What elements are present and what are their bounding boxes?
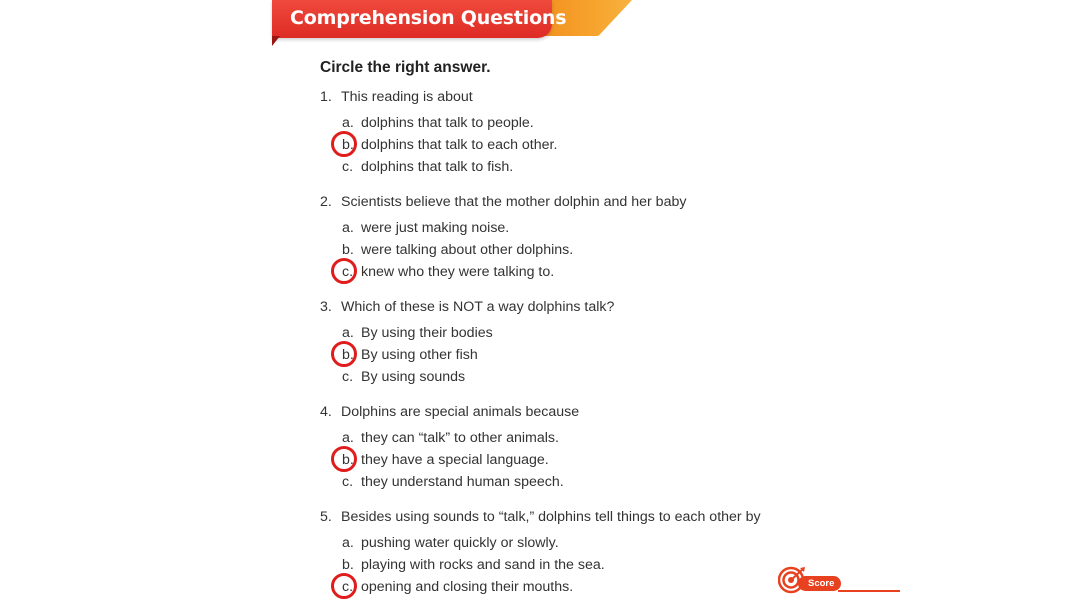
q2-option-a[interactable] xyxy=(342,220,509,236)
question-number: 2. xyxy=(320,194,332,210)
q4-option-c[interactable] xyxy=(342,474,564,490)
q5-answer-circle xyxy=(331,573,357,599)
question-4 xyxy=(320,404,579,420)
question-text: Scientists believe that the mother dolphin and her baby xyxy=(341,194,687,210)
header-banner-fold xyxy=(272,36,280,46)
option-text: they have a special language. xyxy=(361,452,549,468)
q3-answer-circle xyxy=(331,341,357,367)
option-text: they can “talk” to other animals. xyxy=(361,430,559,446)
option-letter: c. xyxy=(342,159,354,175)
q5-option-b[interactable] xyxy=(342,557,605,573)
option-text: knew who they were talking to. xyxy=(361,264,555,280)
question-number: 4. xyxy=(320,404,332,420)
option-letter: b. xyxy=(342,557,354,573)
option-text: were talking about other dolphins. xyxy=(361,242,574,258)
option-text: dolphins that talk to each other. xyxy=(361,137,558,153)
option-letter: c. xyxy=(342,369,354,385)
q2-answer-circle xyxy=(331,258,357,284)
question-number: 1. xyxy=(320,89,332,105)
option-letter: b. xyxy=(342,347,354,363)
q5-option-a[interactable] xyxy=(342,535,559,551)
option-text: playing with rocks and sand in the sea. xyxy=(361,557,605,573)
q3-option-c[interactable] xyxy=(342,369,465,385)
q1-option-c[interactable] xyxy=(342,159,513,175)
option-text: opening and closing their mouths. xyxy=(361,579,574,595)
option-letter: b. xyxy=(342,137,354,153)
option-letter: a. xyxy=(342,115,354,131)
question-number: 3. xyxy=(320,299,332,315)
option-letter: a. xyxy=(342,325,354,341)
score-label: Score xyxy=(798,576,841,591)
option-letter: b. xyxy=(342,242,354,258)
q5-option-c[interactable] xyxy=(342,579,573,595)
option-text: dolphins that talk to people. xyxy=(361,115,534,131)
option-text: they understand human speech. xyxy=(361,474,564,490)
option-letter: b. xyxy=(342,452,354,468)
question-1 xyxy=(320,89,473,105)
question-text: Which of these is NOT a way dolphins talk? xyxy=(341,299,615,315)
question-text: Dolphins are special animals because xyxy=(341,404,580,420)
option-text: By using other fish xyxy=(361,347,478,363)
option-letter: a. xyxy=(342,535,354,551)
question-text: This reading is about xyxy=(341,89,473,105)
option-text: dolphins that talk to fish. xyxy=(361,159,514,175)
q1-option-b[interactable] xyxy=(342,137,557,153)
option-text: pushing water quickly or slowly. xyxy=(361,535,559,551)
question-3 xyxy=(320,299,614,315)
q4-option-b[interactable] xyxy=(342,452,549,468)
option-letter: a. xyxy=(342,430,354,446)
question-number: 5. xyxy=(320,509,332,525)
option-letter: a. xyxy=(342,220,354,236)
q4-answer-circle xyxy=(331,446,357,472)
option-text: By using sounds xyxy=(361,369,466,385)
option-letter: c. xyxy=(342,474,354,490)
q3-option-a[interactable] xyxy=(342,325,493,341)
q4-option-a[interactable] xyxy=(342,430,559,446)
question-text: Besides using sounds to “talk,” dolphins tell things to each other by xyxy=(341,509,761,525)
q2-option-c[interactable] xyxy=(342,264,554,280)
q3-option-b[interactable] xyxy=(342,347,478,363)
option-letter: c. xyxy=(342,264,354,280)
q1-option-a[interactable] xyxy=(342,115,534,131)
q1-answer-circle xyxy=(331,131,357,157)
option-text: By using their bodies xyxy=(361,325,493,341)
option-letter: c. xyxy=(342,579,354,595)
score-blank-line[interactable] xyxy=(838,590,900,592)
question-5 xyxy=(320,509,761,525)
instruction-text: Circle the right answer. xyxy=(320,59,491,76)
page-title: Comprehension Questions xyxy=(290,7,567,29)
option-text: were just making noise. xyxy=(361,220,510,236)
question-2 xyxy=(320,194,686,210)
q2-option-b[interactable] xyxy=(342,242,573,258)
